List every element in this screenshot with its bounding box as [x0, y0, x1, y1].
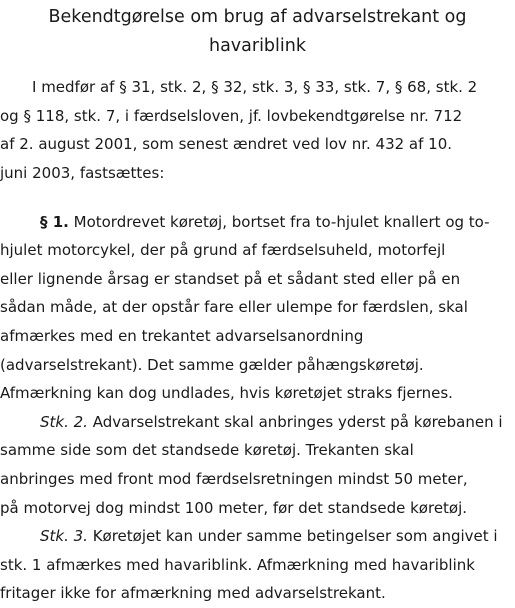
section-line: Afmærkning kan dog undlades, hvis køretøjet straks fjernes. [0, 384, 453, 403]
section-line: hjulet motorcykel, der på grund af færdselsuheld, motorfejl [0, 241, 446, 260]
title-line: Bekendtgørelse om brug af advarselstrekant og [48, 7, 467, 27]
stk-label: Stk. 3. [40, 527, 88, 546]
section-line: anbringes med front mod færdselsretningen mindst 50 meter, [0, 469, 468, 488]
section-text: Køretøjet kan under samme betingelser som angivet i [87, 527, 498, 546]
intro-line: I medfør af § 31, stk. 2, § 32, stk. 3, § 33, stk. 7, § 68, stk. 2 [32, 78, 478, 97]
section-line [0, 208, 515, 237]
intro-line: af 2. august 2001, som senest ændret ved lov nr. 432 af 10. [0, 135, 453, 154]
section-1-paragraph [0, 208, 515, 408]
stk-label: Stk. 2. [40, 412, 88, 431]
intro-line: og § 118, stk. 7, i færdselsloven, jf. lovbekendtgørelse nr. 712 [0, 106, 463, 125]
intro-paragraph [0, 73, 515, 187]
section-line: på motorvej dog mindst 100 meter, før det standsede køretøj. [0, 498, 468, 517]
section-line: fritager ikke for afmærkning med advarselstrekant. [0, 584, 386, 603]
stk-3-paragraph [0, 522, 515, 608]
section-number: § 1. [40, 212, 69, 231]
section-line [0, 522, 515, 551]
section-text: Motordrevet køretøj, bortset fra to-hjulet knallert og to- [68, 212, 490, 231]
title-line: havariblink [208, 35, 306, 56]
section-line [0, 408, 515, 437]
section-text: Advarselstrekant skal anbringes yderst på kørebanen i [87, 412, 503, 431]
section-line: (advarselstrekant). Det samme gælder påhængskøretøj. [0, 355, 424, 374]
section-line: sådan måde, at der opstår fare eller ulempe for færdslen, skal [0, 298, 468, 317]
stk-2-paragraph [0, 408, 515, 522]
section-line: eller lignende årsag er standset på et sådant sted eller på en [0, 269, 461, 288]
document-title [0, 0, 515, 55]
section-line: samme side som det standsede køretøj. Trekanten skal [0, 441, 414, 460]
section-line: afmærkes med en trekantet advarselsanordning [0, 326, 364, 345]
section-line: stk. 1 afmærkes med havariblink. Afmærkning med havariblink [0, 555, 475, 574]
intro-line: juni 2003, fastsættes: [0, 163, 165, 182]
